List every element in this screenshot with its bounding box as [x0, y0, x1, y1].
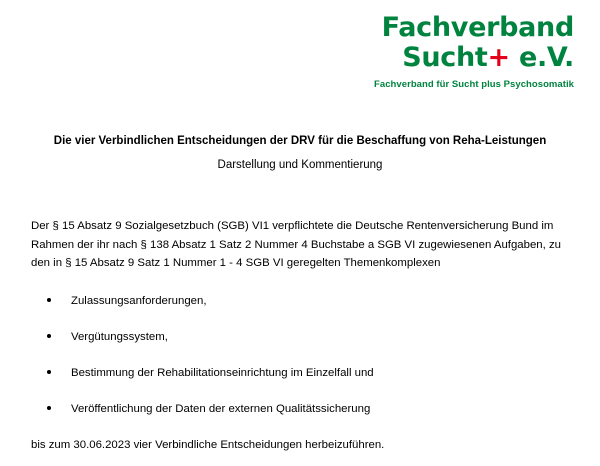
page-subtitle: Darstellung und Kommentierung — [217, 159, 383, 172]
list-item-label: Bestimmung der Rehabilitationseinrichtung im Einzelfall und — [71, 367, 374, 380]
logo-word-sucht: Sucht — [402, 42, 488, 73]
list-item-label: Zulassungsanforderungen, — [71, 294, 207, 307]
logo-plus-symbol: + — [487, 42, 510, 73]
organization-logo — [374, 14, 574, 90]
bullet-dot-icon — [47, 370, 51, 374]
list-item-label: Vergütungssystem, — [71, 330, 168, 343]
document-body — [31, 206, 571, 466]
list-item — [31, 293, 571, 310]
bullet-dot-icon — [47, 406, 51, 410]
bullet-list — [31, 293, 571, 418]
closing-paragraph: bis zum 30.06.2023 vier Verbindliche Entscheidungen herbeizuführen. — [31, 439, 385, 452]
bullet-dot-icon — [47, 298, 51, 302]
list-item — [31, 365, 571, 382]
title-block — [0, 133, 600, 173]
logo-suffix-ev: e.V. — [509, 42, 574, 73]
logo-text-line-2 — [374, 44, 574, 71]
list-item-label: Veröffentlichung der Daten der externen Qualitätssicherung — [71, 403, 371, 416]
page-title: Die vier Verbindlichen Entscheidungen der DRV für die Beschaffung von Reha-Leistungen — [53, 135, 547, 147]
intro-paragraph: Der § 15 Absatz 9 Sozialgesetzbuch (SGB) VI1 verpflichtete die Deutsche Rentenversicherung Bund im Rahmen der ihr nach § 138 Absatz 1 Satz 2 Nummer 4 Buchstabe a SGB VI zugewiesenen Aufgaben, zu den in § 15 Absatz 9 Satz 1 Nummer 1 - 4 SGB VI geregelten Themenkomplexen — [31, 220, 561, 270]
logo-tagline: Fachverband für Sucht plus Psychosomatik — [374, 79, 574, 90]
list-item — [31, 401, 571, 418]
bullet-dot-icon — [47, 334, 51, 338]
logo-text-line-1: Fachverband — [381, 12, 574, 43]
list-item — [31, 329, 571, 346]
